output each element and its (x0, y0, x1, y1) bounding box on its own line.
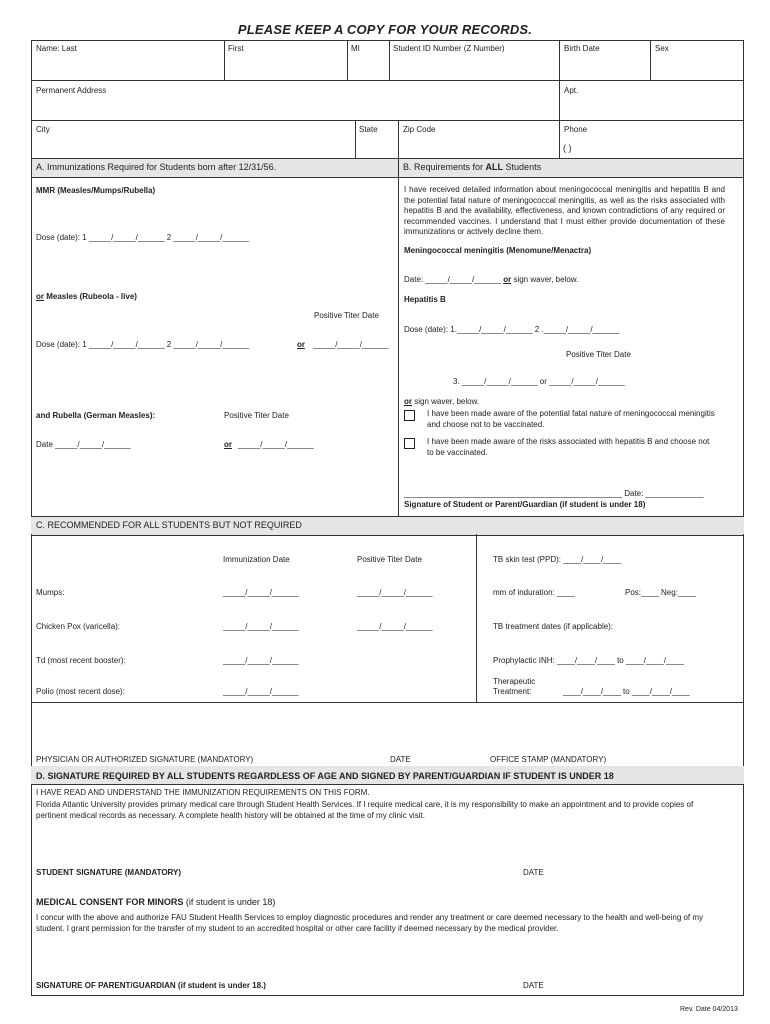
medical-consent-title: MEDICAL CONSENT FOR MINORS (if student is under 18) (36, 897, 276, 907)
tb-treatment-label: TB treatment dates (if applicable): (493, 622, 614, 631)
meningitis-title: Meningococcal meningitis (Menomune/Menactra) (404, 246, 592, 255)
zip-field[interactable]: Zip Code (403, 125, 436, 134)
section-b-statement: I have received detailed information about meningococcal meningitis and hepatitis B and the potential fatal nature of meningococcal meningitis, as well as the risks associated with hepatitis B and the availability, effectiveness, and known contradictions of any required or recommended vaccines. I understand that I must either provide documentation of these immunizations or actively decline them. (404, 185, 725, 236)
meningitis-waiver-checkbox[interactable] (404, 410, 415, 421)
meningitis-date-field[interactable]: Date: _____/_____/______ or sign waver, below. (404, 275, 579, 284)
student-parent-signature-line[interactable]: _________________________________________________ Date: _____________ (404, 489, 704, 498)
birth-date-field[interactable]: Birth Date (564, 44, 600, 53)
section-d-heading: D. SIGNATURE REQUIRED BY ALL STUDENTS REGARDLESS OF AGE AND SIGNED BY PARENT/GUARDIAN IF STUDENT IS UNDER 18 (36, 771, 614, 781)
section-a-heading: A. Immunizations Required for Students born after 12/31/56. (36, 162, 277, 172)
td-immun-field[interactable]: _____/_____/______ (223, 656, 299, 665)
student-parent-signature-label: Signature of Student or Parent/Guardian (if student is under 18) (404, 500, 646, 509)
rubella-title: and Rubella (German Measles): (36, 411, 156, 420)
therapeutic-label-1: Therapeutic (493, 677, 536, 686)
row-name-mumps: Mumps: (36, 588, 65, 597)
meningitis-waiver-text: I have been made aware of the potential fatal nature of meningococcal meningitis and choose not to be vaccinated. (427, 409, 715, 429)
rubella-date-field[interactable]: Date _____/_____/______ (36, 440, 131, 449)
city-field[interactable]: City (36, 125, 50, 134)
name-last-field[interactable]: Name: Last (36, 44, 77, 53)
rubella-titer-field[interactable]: _____/_____/______ (238, 440, 314, 449)
fau-statement: Florida Atlantic University provides primary medical care through Student Health Services. If I require medical care, it is my responsibility to make an appointment and to provide copies of pertinent medical records as necessary. A complete health history will be obtained at the time of my clinic visit. (36, 800, 694, 820)
hepb-waiver-checkbox[interactable] (404, 438, 415, 449)
therapeutic-label-2: Treatment: (493, 687, 532, 696)
physician-date-label[interactable]: DATE (390, 755, 411, 764)
col-immunization-date: Immunization Date (223, 555, 290, 564)
state-field[interactable]: State (359, 125, 378, 134)
permanent-address-field[interactable]: Permanent Address (36, 86, 107, 95)
tb-skin-test-field[interactable]: TB skin test (PPD): ____/____/____ (493, 555, 622, 564)
measles-title: or Measles (Rubeola - live) (36, 292, 137, 301)
parent-signature-label[interactable]: SIGNATURE OF PARENT/GUARDIAN (if student is under 18.) (36, 981, 266, 990)
chicken-pox-immun-field[interactable]: _____/_____/______ (223, 622, 299, 631)
hepb-dose3-field[interactable]: 3. _____/_____/______ or _____/_____/______ (453, 377, 625, 386)
measles-dose-field[interactable]: Dose (date): 1 _____/_____/______ 2 _____/_____/______ (36, 340, 250, 349)
rubella-titer-label: Positive Titer Date (224, 411, 289, 420)
waiver-intro: or sign waver, below. (404, 397, 480, 406)
measles-or: or (297, 340, 305, 349)
row-name-td: Td (most recent booster): (36, 656, 126, 665)
page-title: PLEASE KEEP A COPY FOR YOUR RECORDS. (237, 22, 533, 37)
mmr-title: MMR (Measles/Mumps/Rubella) (36, 186, 156, 195)
therapeutic-dates-field[interactable]: ____/____/____ to ____/____/____ (563, 687, 690, 696)
first-name-field[interactable]: First (228, 44, 244, 53)
pos-neg-field[interactable]: Pos:____ Neg:____ (625, 588, 696, 597)
apt-field[interactable]: Apt. (564, 86, 579, 95)
consent-text: I concur with the above and authorize FAU Student Health Services to employ diagnostic procedures and render any treatment or care deemed necessary to the health and well-being of my student. I grant permission for the transfer of my student to an accredited hospital or other care facility if deemed necessary by the medical provider. (36, 913, 704, 933)
hepb-dose-field[interactable]: Dose (date): 1._____/_____/______ 2 ._____/_____/______ (404, 325, 620, 334)
sex-field[interactable]: Sex (655, 44, 669, 53)
row-name-chicken-pox: Chicken Pox (varicella): (36, 622, 121, 631)
measles-titer-label: Positive Titer Date (314, 311, 379, 320)
measles-titer-field[interactable]: _____/_____/______ (313, 340, 389, 349)
mumps-titer-field[interactable]: _____/_____/______ (357, 588, 433, 597)
physician-signature-label[interactable]: PHYSICIAN OR AUTHORIZED SIGNATURE (MANDATORY) (36, 755, 254, 764)
chicken-pox-titer-field[interactable]: _____/_____/______ (357, 622, 433, 631)
understand-statement: I HAVE READ AND UNDERSTAND THE IMMUNIZATION REQUIREMENTS ON THIS FORM. (36, 788, 370, 797)
prophylactic-field[interactable]: Prophylactic INH: ____/____/____ to ____/____/____ (493, 656, 684, 665)
col-positive-titer: Positive Titer Date (357, 555, 422, 564)
section-b-heading: B. Requirements for ALL Students (403, 162, 542, 172)
mumps-immun-field[interactable]: _____/_____/______ (223, 588, 299, 597)
hepb-title: Hepatitis B (404, 295, 446, 304)
hepb-titer-label: Positive Titer Date (566, 350, 631, 359)
student-signature-label[interactable]: STUDENT SIGNATURE (MANDATORY) (36, 868, 182, 877)
phone-area-code[interactable]: ( ) (563, 143, 572, 153)
parent-date-label[interactable]: DATE (523, 981, 544, 990)
section-c-heading: C. RECOMMENDED FOR ALL STUDENTS BUT NOT REQUIRED (36, 520, 302, 530)
student-date-label[interactable]: DATE (523, 868, 544, 877)
phone-field[interactable]: Phone (564, 125, 588, 134)
rubella-or: or (224, 440, 232, 449)
student-id-field[interactable]: Student ID Number (Z Number) (393, 44, 505, 53)
office-stamp-label[interactable]: OFFICE STAMP (MANDATORY) (490, 755, 607, 764)
polio-immun-field[interactable]: _____/_____/______ (223, 687, 299, 696)
revision-date: Rev. Date 04/2013 (680, 1006, 738, 1013)
mi-field[interactable]: MI (351, 44, 360, 53)
hepb-waiver-text: I have been made aware of the risks associated with hepatitis B and choose not to be vaccinated. (427, 437, 710, 457)
row-name-polio: Polio (most recent dose): (36, 687, 125, 696)
induration-field[interactable]: mm of induration: ____ (493, 588, 575, 597)
mmr-dose-field[interactable]: Dose (date): 1 _____/_____/______ 2 _____/_____/______ (36, 233, 250, 242)
